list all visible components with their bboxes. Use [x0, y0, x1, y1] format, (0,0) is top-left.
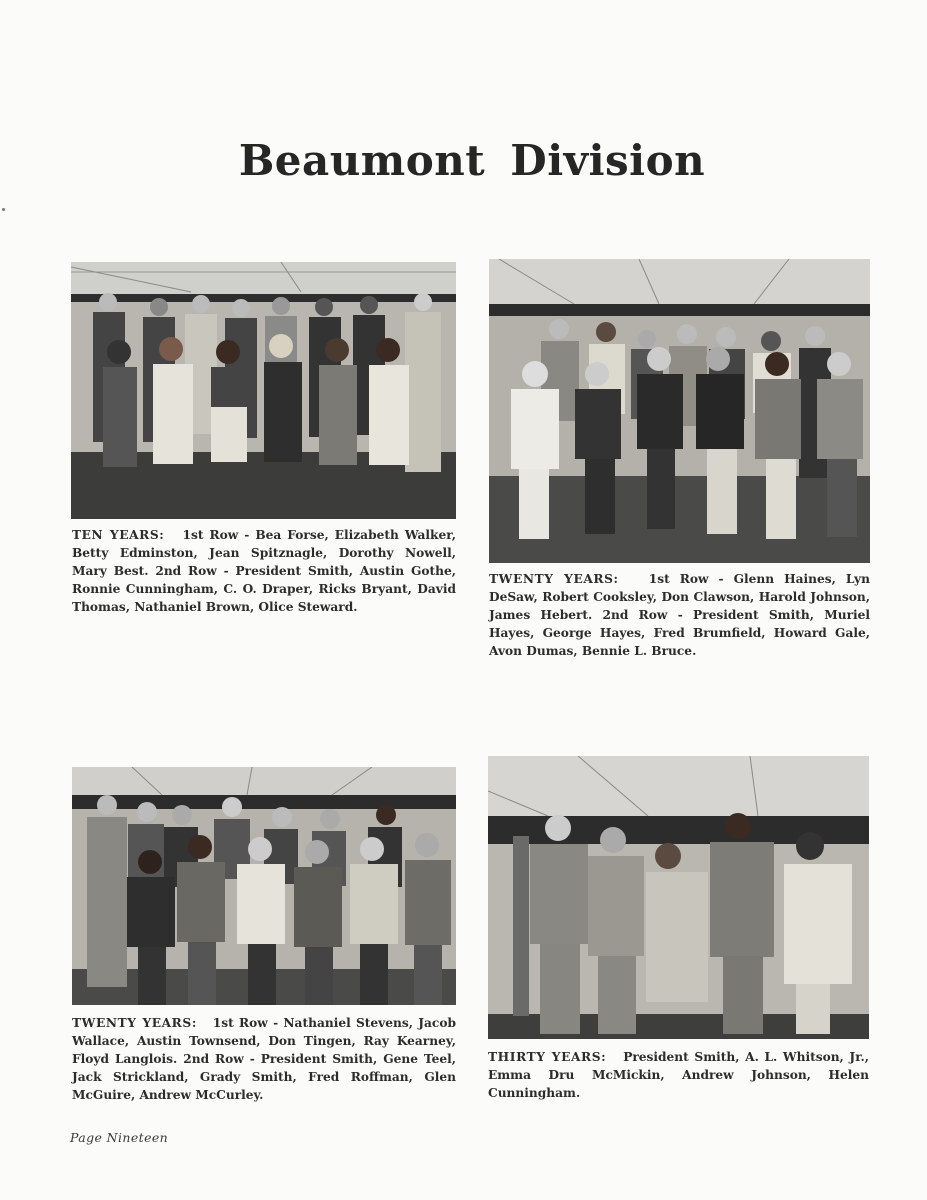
- flag-icon: [513, 836, 529, 1016]
- caption-twenty-years-a: [489, 570, 870, 660]
- caption-names: 1st Row - Glenn Haines, Lyn DeSaw, Robert Cooksley, Don Clawson, Harold Johnson, James Hebert. 2nd Row - President Smith, Muriel Hayes, George Hayes, Fred Brumfield, Howard Gale, Avon Dumas, Bennie L. Bruce.: [489, 572, 870, 658]
- photo-twenty-years-b: [72, 767, 456, 1005]
- group-photo-image: [488, 756, 869, 1039]
- photo-ten-years: [71, 262, 456, 519]
- photo-twenty-years-a: [489, 259, 870, 563]
- caption-ten-years: [72, 526, 456, 616]
- caption-names: 1st Row - Bea Forse, Elizabeth Walker, Betty Edminston, Jean Spitznagle, Dorothy Nowell, Mary Best. 2nd Row - President Smith, Austin Gothe, Ronnie Cunningham, C. O. Draper, Ricks Bryant, David Thomas, Nathaniel Brown, Olice Steward.: [72, 528, 456, 614]
- caption-lead: TEN YEARS:: [72, 528, 165, 542]
- photo-thirty-years: [488, 756, 869, 1039]
- group-photo-image: [72, 767, 456, 1005]
- page-title: Beaumont Division: [238, 136, 706, 186]
- group-photo-image: [489, 259, 870, 563]
- caption-names: 1st Row - Nathaniel Stevens, Jacob Wallace, Austin Townsend, Don Tingen, Ray Kearney, Floyd Langlois. 2nd Row - President Smith, Gene Teel, Jack Strickland, Grady Smith, Fred Roffman, Glen McGuire, Andrew McCurley.: [72, 1016, 457, 1102]
- page-number-label: Page Nineteen: [70, 1130, 169, 1145]
- scan-margin-mark: [2, 208, 5, 211]
- caption-lead: TWENTY YEARS:: [489, 572, 619, 586]
- caption-lead: THIRTY YEARS:: [488, 1050, 607, 1064]
- group-photo-image: [71, 262, 456, 519]
- caption-names: President Smith, A. L. Whitson, Jr., Emma Dru McMickin, Andrew Johnson, Helen Cunningham.: [488, 1050, 869, 1100]
- caption-twenty-years-b: [72, 1014, 456, 1104]
- caption-thirty-years: [488, 1048, 869, 1102]
- caption-lead: TWENTY YEARS:: [72, 1016, 197, 1030]
